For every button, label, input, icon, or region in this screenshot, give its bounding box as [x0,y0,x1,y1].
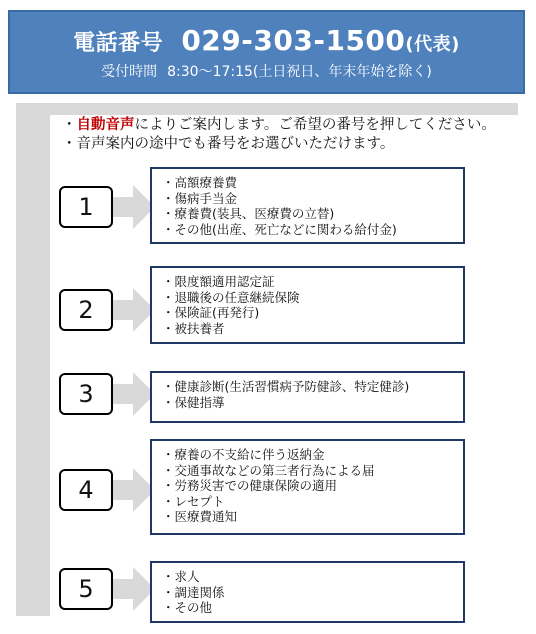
option-box-5 [150,561,465,623]
list-item: ・医療費通知 [162,509,238,524]
option-2-items [162,274,453,336]
phone-line [10,24,523,57]
list-item: ・求人 [162,569,200,584]
list-item: ・保健指導 [162,394,225,410]
option-number-4[interactable]: 4 [59,469,113,511]
list-item: ・療養費(装具、医療費の立替) [162,206,335,221]
intro-line-1 [62,116,496,135]
arrow-right-icon [113,288,155,332]
phone-label: 電話番号 [73,31,164,56]
phone-suffix: (代表) [405,34,460,55]
list-item: ・限度額適用認定証 [162,274,275,289]
arrow-right-icon [113,372,155,416]
option-box-4 [150,439,465,535]
flow-connector-top [16,103,518,115]
arrow-right-icon [113,468,155,512]
list-item: ・健康診断(生活習慣病予防健診、特定健診) [162,379,410,394]
phone-number[interactable]: 029-303-1500 [181,24,406,57]
list-item: ・療養の不支給に伴う返納金 [162,447,325,462]
hours-label: 受付時間 [101,64,158,80]
flow-connector-spine [16,103,50,616]
list-item: ・退職後の任意継続保険 [162,289,300,305]
list-item: ・高額療養費 [162,175,238,190]
list-item: ・その他 [162,600,213,615]
list-item: ・その他(出産、死亡などに関わる給付金) [162,221,397,237]
intro-text [62,116,496,154]
intro-line-1-rest: によりご案内します。ご希望の番号を押してください。 [134,117,496,133]
option-1-items [162,175,453,237]
phone-header-banner [8,10,525,94]
hours-value: 8:30〜17:15(土日祝日、年末年始を除く) [167,64,432,80]
option-4-items [162,447,453,525]
option-number-3[interactable]: 3 [59,373,113,415]
reception-hours [10,61,523,81]
option-3-items [162,379,453,410]
list-item: ・傷病手当金 [162,190,238,206]
option-number-5[interactable]: 5 [59,568,113,610]
arrow-right-icon [113,185,155,229]
list-item: ・労務災害での健康保険の適用 [162,478,338,493]
list-item: ・保険証(再発行) [162,305,260,320]
list-item: ・被扶養者 [162,320,225,336]
arrow-right-icon [113,567,155,611]
list-item: ・レセプト [162,493,225,509]
list-item: ・交通事故などの第三者行為による届 [162,462,375,478]
option-number-2[interactable]: 2 [59,289,113,331]
intro-line-2: ・音声案内の途中でも番号をお選びいただけます。 [62,136,395,152]
option-box-2 [150,266,465,344]
option-box-1 [150,167,465,244]
option-box-3 [150,371,465,423]
auto-voice-emphasis: 自動音声 [76,117,135,133]
intro-bullet: ・ [62,117,77,133]
list-item: ・調達関係 [162,584,225,600]
option-number-1[interactable]: 1 [59,186,113,228]
option-5-items [162,569,453,616]
